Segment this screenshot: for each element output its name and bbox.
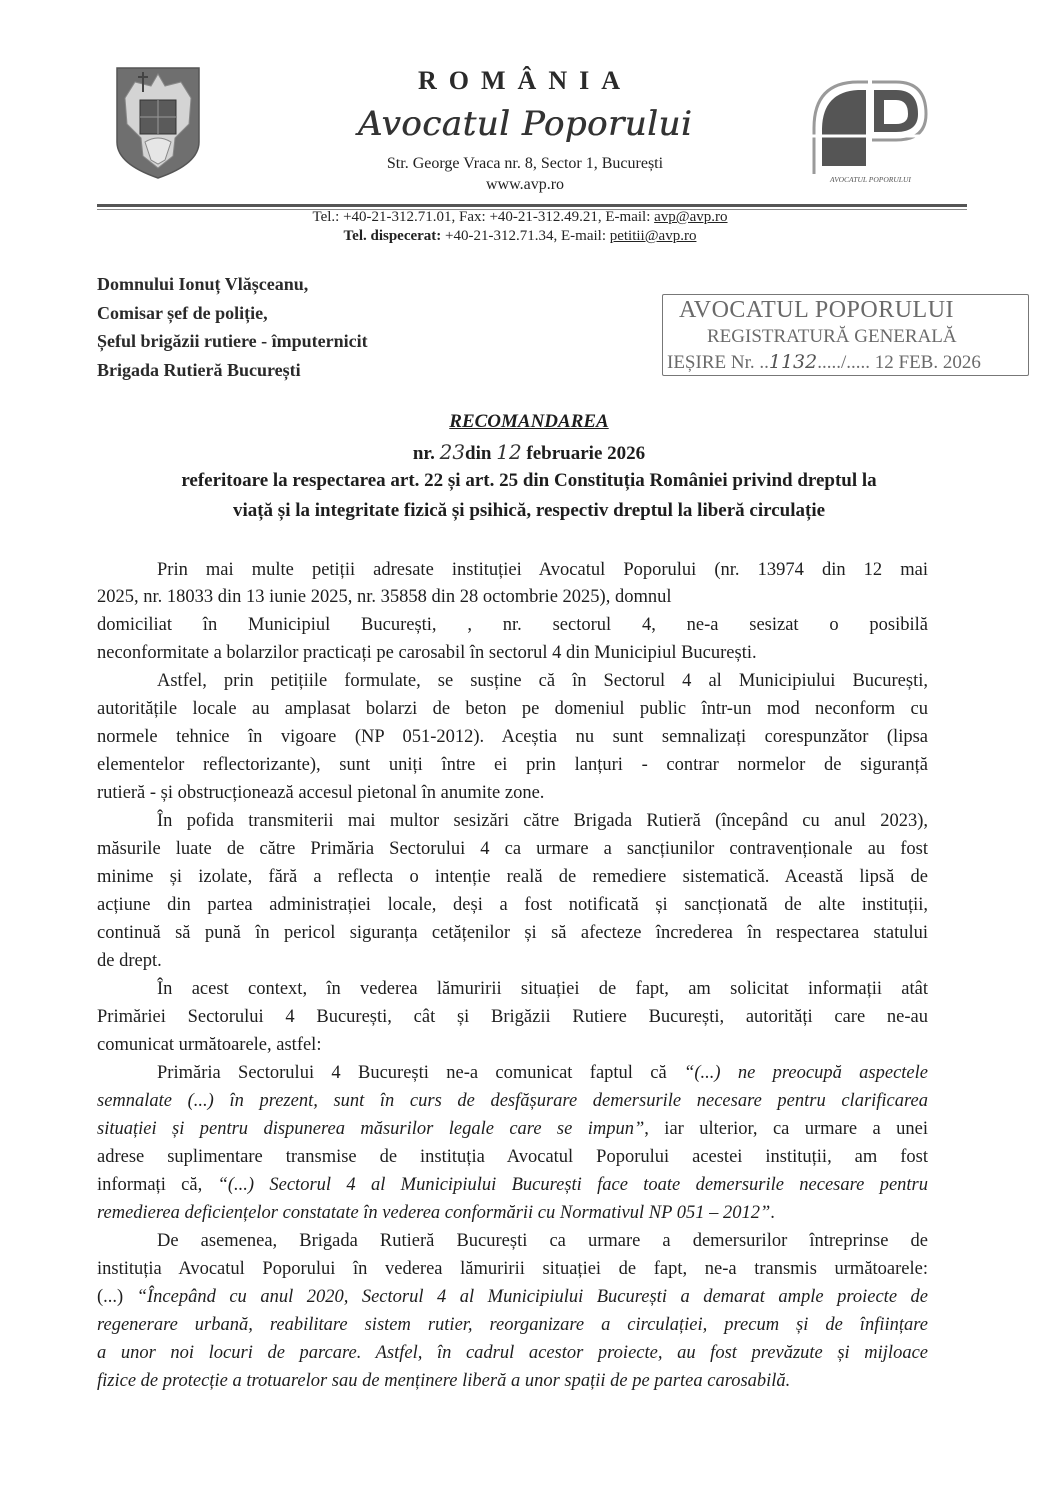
body-line xyxy=(97,695,928,723)
body-line xyxy=(97,667,928,695)
body-line xyxy=(97,723,928,751)
line-text: de drept. xyxy=(97,951,162,971)
institution-website[interactable] xyxy=(300,176,750,194)
handwritten-number: 23 xyxy=(439,440,466,464)
institution-address: Str. George Vraca nr. 8, Sector 1, București xyxy=(386,155,664,172)
dispatch-label: Tel. dispecerat: xyxy=(343,228,442,244)
addressee-rank: Comisar șef de poliție, xyxy=(97,302,268,323)
line-text: 2025, nr. 18033 din 13 iunie 2025, nr. 35858 din 28 octombrie 2025), domnul xyxy=(97,587,672,607)
stamp-date: 12 FEB. 2026 xyxy=(874,352,981,373)
contact-line-2 xyxy=(240,228,800,245)
svg-text:AVOCATUL POPORULUI: AVOCATUL POPORULUI xyxy=(830,175,911,184)
line-text: comunicat următoarele, astfel: xyxy=(97,1035,322,1055)
document-number-line xyxy=(0,440,1058,465)
website-link[interactable]: www.avp.ro xyxy=(485,176,565,193)
body-line xyxy=(97,1143,928,1171)
stamp-handwritten-number: 1132 xyxy=(768,351,818,373)
email-link-avp[interactable]: avp@avp.ro xyxy=(654,209,728,225)
body-line xyxy=(97,1087,928,1115)
quoted-text: “(...) ne preocupă aspectele xyxy=(684,1063,928,1083)
line-text: normele tehnice în vigoare (NP 051-2012). Aceștia nu sunt semnalizați corespunzător (lipsa xyxy=(97,727,928,747)
line-text: , iar ulterior, ca urmare a unei xyxy=(644,1119,928,1139)
header-divider xyxy=(97,204,967,207)
quoted-text: “Începând cu anul 2020, Sectorul 4 al Municipiului București a demarat ample proiecte de xyxy=(136,1287,929,1307)
line-text: Astfel, prin petițiile formulate, se susține că în Sectorul 4 al Municipiului București, xyxy=(157,671,928,691)
body-line xyxy=(97,807,928,835)
body-line xyxy=(97,1255,928,1283)
line-text: măsurile luate de către Primăria Sectorului 4 ca urmare a sancțiunilor contravenționale au fost xyxy=(97,839,928,859)
institution-name: Avocatul Poporului xyxy=(357,104,693,144)
body-line xyxy=(97,779,928,807)
contact-line-1 xyxy=(240,209,800,226)
quoted-text: situației și pentru dispunerea măsurilor legale care se impun” xyxy=(97,1119,645,1139)
body-line xyxy=(97,1283,928,1311)
line-text: acțiune din partea administrației locale, deși a fost notificată și sancționată de alte instituții, xyxy=(97,895,928,915)
document-subject-line-2: viață și la integritate fizică și psihică, respectiv dreptul la liberă circulație xyxy=(232,500,826,521)
line-text: minime și izolate, fără a reflecta o intenție reală de remediere sistematică. Această lipsă de xyxy=(97,867,928,887)
date-rest: februarie 2026 xyxy=(521,443,646,464)
avp-logo-icon xyxy=(800,74,940,186)
line-text: continuă să pună în pericol siguranța cetățenilor și să afecteze încrederea în respectarea statului xyxy=(97,923,928,943)
body-line xyxy=(97,751,928,779)
line-text: autoritățile locale au amplasat bolarzi de beton pe domeniul public într-un mod neconform cu xyxy=(97,699,928,719)
body-line xyxy=(97,1199,928,1227)
line-text: (...) xyxy=(97,1287,137,1307)
body-line xyxy=(97,919,928,947)
body-line xyxy=(97,1003,928,1031)
coat-of-arms-icon xyxy=(113,64,203,180)
body-line xyxy=(97,611,928,639)
addressee-position: Șeful brigăzii rutiere - împuternicit xyxy=(97,331,368,351)
body-line xyxy=(97,835,928,863)
body-line xyxy=(97,1227,928,1255)
body-line xyxy=(97,947,928,975)
line-text: Prin mai multe petiții adresate instituției Avocatul Poporului (nr. 13974 din 12 mai xyxy=(157,560,928,580)
line-text: informați că, xyxy=(97,1175,218,1195)
quoted-text: “(...) Sectorul 4 al Municipiului București face toate demersurile necesare pentru xyxy=(217,1175,928,1195)
line-text: instituția Avocatul Poporului în vederea lămuririi situației de fapt, ne-a transmis următoarele: xyxy=(97,1259,928,1279)
dispatch-phone-text: +40-21-312.71.34, E-mail: xyxy=(441,228,610,244)
line-text: Primăria Sectorului 4 București ne-a comunicat faptul că xyxy=(157,1063,685,1083)
line-text: neconformitate a bolarzilor practicați pe carosabil în sectorul 4 din Municipiul București. xyxy=(97,643,757,663)
phone-fax-text: Tel.: +40-21-312.71.01, Fax: +40-21-312.49.21, E-mail: xyxy=(312,209,655,225)
stamp-separator: ...../..... xyxy=(817,352,870,373)
quoted-text: semnalate (...) în prezent, sunt în curs de desfășurare demersurile necesare pentru clarificarea xyxy=(97,1091,928,1111)
stamp-institution: AVOCATUL POPORULUI xyxy=(679,297,955,323)
body-line xyxy=(97,1115,928,1143)
body-line xyxy=(97,1367,928,1395)
din-label: din xyxy=(465,443,497,464)
stamp-registry: REGISTRATURĂ GENERALĂ xyxy=(707,326,957,347)
line-text: rutieră - și obstrucționează accesul pietonal în anumite zone. xyxy=(97,783,545,803)
document-subject-line-1: referitoare la respectarea art. 22 și art. 25 din Constituția României privind dreptul la xyxy=(181,470,877,491)
line-text: Primăriei Sectorului 4 București, cât și Brigăzii Rutiere București, autorități care ne-au xyxy=(97,1007,928,1027)
nr-label: nr. xyxy=(412,443,440,464)
line-text: domiciliat în Municipiul București, , nr. sectorul 4, ne-a sesizat o posibilă xyxy=(97,615,928,635)
addressee-name: Domnului Ionuț Vlășceanu, xyxy=(97,274,309,294)
line-text: adrese suplimentare transmise de instituția Avocatul Poporului acestei instituții, am fost xyxy=(97,1147,928,1167)
country-name: ROMÂNIA xyxy=(418,66,632,95)
body-line xyxy=(97,1311,928,1339)
stamp-exit-label: IEȘIRE Nr. .. xyxy=(667,352,769,373)
body-line xyxy=(97,1059,928,1087)
line-text: În pofida transmiterii mai multor sesizări către Brigada Rutieră (începând cu anul 2023), xyxy=(157,811,928,831)
body-line xyxy=(97,975,928,1003)
quoted-text: a unor noi locuri de parcare. Astfel, în cadrul acestor proiecte, au fost prevăzute și mijloace xyxy=(97,1343,928,1363)
email-link-petitii[interactable]: petitii@avp.ro xyxy=(609,228,697,244)
registry-stamp xyxy=(662,294,1029,376)
line-text: elementelor reflectorizante), sunt uniți între ei prin lanțuri - contrar normelor de siguranță xyxy=(97,755,928,775)
quoted-text: remedierea deficiențelor constatate în vederea conformării cu Normativul NP 051 – 2012” xyxy=(97,1203,771,1223)
quoted-text: fizice de protecție a trotuarelor sau de menținere liberă a unor spații de pe partea carosabilă. xyxy=(97,1371,791,1391)
body-line xyxy=(97,556,928,584)
line-text: De asemenea, Brigada Rutieră București ca urmare a demersurilor întreprinse de xyxy=(157,1231,928,1251)
body-line xyxy=(97,639,928,667)
body-line xyxy=(97,1171,928,1199)
handwritten-day: 12 xyxy=(496,440,522,464)
document-heading: RECOMANDAREA xyxy=(449,411,609,432)
addressee-block xyxy=(97,270,368,384)
quoted-text: regenerare urbană, reabilitare sistem rutier, reorganizare a circulației, precum și de înființare xyxy=(97,1315,928,1335)
body-line xyxy=(97,863,928,891)
addressee-institution: Brigada Rutieră București xyxy=(97,359,301,380)
stamp-exit-number xyxy=(667,351,981,374)
line-text: . xyxy=(770,1203,775,1223)
body-line xyxy=(97,1031,928,1059)
body-line xyxy=(97,891,928,919)
line-text: În acest context, în vederea lămuririi situației de fapt, am solicitat informații atât xyxy=(157,979,928,999)
body-line xyxy=(97,1339,928,1367)
body-line xyxy=(97,583,928,611)
